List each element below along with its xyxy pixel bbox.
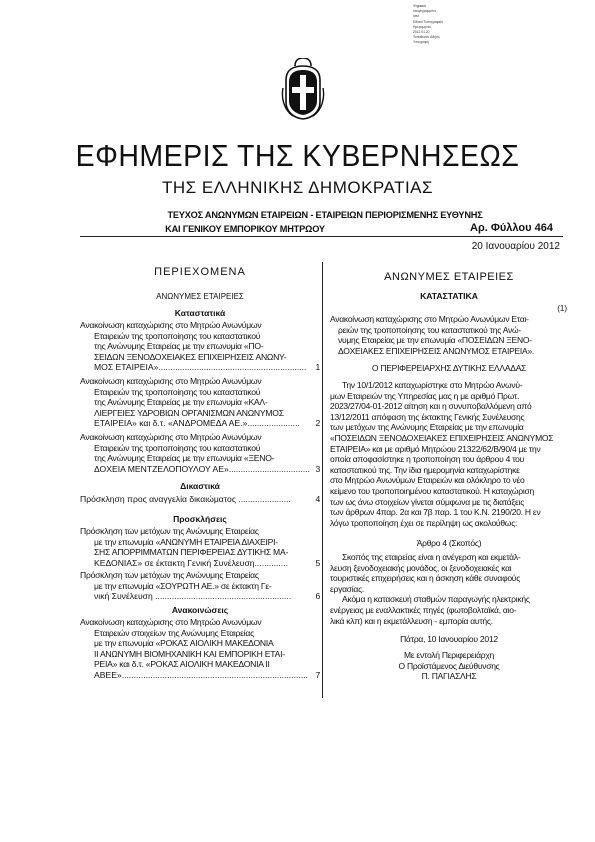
- body-line: καταστατικού της. Την ίδια ημερομηνία καταχωρίστηκε: [330, 464, 520, 475]
- stamp-line: από: [413, 14, 420, 19]
- signatory-name: Π. ΠΑΓΙΑΣΛΗΣ: [421, 671, 477, 682]
- toc-entry[interactable]: [80, 526, 320, 568]
- toc-entry-line: Ανακοίνωση καταχώρισης στο Μητρώο Ανωνύμων: [80, 617, 262, 627]
- greek-coat-of-arms-icon: [281, 58, 325, 120]
- issue-series-line-2: ΚΑΙ ΓΕΝΙΚΟΥ ΕΜΠΟΡΙΚΟΥ ΜΗΤΡΩΟΥ: [165, 224, 325, 234]
- issuing-authority: Ο ΠΕΡΙΦΕΡΕΙΑΡΧΗΣ ΔΥΤΙΚΗΣ ΕΛΛΑΔΑΣ: [371, 363, 527, 373]
- toc-entry[interactable]: [80, 432, 320, 474]
- toc-entry-line: ΡΕΙΑ» και δ.τ. «ΡΟΚΑΣ ΑΙΟΛΙΚΗ ΜΑΚΕΔΟΝΙΑ ΙΙ: [94, 659, 270, 670]
- article-line: Σκοπός της εταιρείας είναι η ανέγερση και εκμετάλ-: [342, 552, 521, 562]
- body-line: Την 10/1/2012 καταχωρίστηκε στο Μητρώο Ανωνύ-: [342, 380, 523, 390]
- toc-group-heading: Ανακοινώσεις: [171, 605, 229, 615]
- toc-page-number: 3: [315, 463, 320, 474]
- gazette-subtitle: ΤΗΣ ΕΛΛΗΝΙΚΗΣ ΔΗΜΟΚΡΑΤΙΑΣ: [161, 178, 434, 197]
- toc-entry-line: ΙΙ ΑΝΩΝΥΜΗ ΒΙΟΜΗΧΑΝΙΚΗ ΚΑΙ ΕΜΠΟΡΙΚΗ ΕΤΑΙ-: [94, 648, 285, 659]
- header-rule: [80, 236, 563, 237]
- body-line: στο Μητρώο Ανωνύμων Εταιρειών και ολόκληρο το νέο: [330, 475, 525, 486]
- stamp-line: Ημερομηνία:: [413, 24, 432, 29]
- toc-entry-line: της Ανώνυμης Εταιρείας με την επωνυμία «ΚΑΛ-: [94, 397, 268, 408]
- toc-entry[interactable]: [80, 494, 320, 505]
- toc-entry[interactable]: [80, 320, 320, 373]
- article-line: ενέργειας με εναλλακτικές πηγές (φωτοβολταϊκά, αιο-: [330, 604, 517, 615]
- column-divider: [322, 262, 323, 698]
- toc-entry-line: ΣΗΣ ΑΠΟΡΡΙΜΜΑΤΩΝ ΠΕΡΙΦΕΡΕΙΑΣ ΔΥΤΙΚΗΣ ΜΑ-: [94, 547, 289, 558]
- body-line: των άρθρων 4παρ. 2α και 7β παρ. 1 του Κ.Ν. 2190/20. Η εν: [330, 507, 541, 518]
- body-line: 13/12/2011 απόφαση της έκτακτης Γενικής Συνέλευσης: [330, 411, 525, 422]
- toc-page-number: 6: [315, 591, 320, 602]
- announcement-intro: [330, 314, 568, 356]
- toc-group-heading: Προσκλήσεις: [173, 514, 227, 524]
- article-section-heading: ΑΝΩΝΥΜΕΣ ΕΤΑΙΡΕΙΕΣ: [384, 271, 514, 283]
- toc-entry-line: Εταιρειών της τροποποίησης του καταστατικού: [94, 330, 261, 341]
- toc-entry-line: Πρόσκληση των μετόχων της Ανώνυμης Εταιρείας: [80, 570, 259, 580]
- toc-section-heading: ΑΝΩΝΥΜΕΣ ΕΤΑΙΡΕΙΕΣ: [156, 292, 244, 301]
- toc-group-heading: Καταστατικά: [174, 308, 226, 318]
- toc-entry[interactable]: [80, 376, 320, 429]
- sheet-number: [470, 222, 553, 234]
- toc-entry-line: Πρόσκληση προς αναγγελία δικαιώματος ......................: [80, 494, 291, 504]
- toc-entry[interactable]: [80, 570, 320, 602]
- toc-entry-line: ΣΕΙΔΩΝ ΞΕΝΟΔΟΧΕΙΑΚΕΣ ΕΠΙΧΕΙΡΗΣΕΙΣ ΑΝΩΝΥ-: [94, 351, 287, 362]
- article-line: Ακόμα η κατασκευή σταθμών παραγωγής ηλεκτρικής: [342, 594, 530, 605]
- body-line: κείμενο του τροποποιημένου καταστατικού. Η καταχώριση: [330, 485, 534, 496]
- toc-page-number: 4: [315, 494, 320, 504]
- toc-entry-line: ΚΕΔΟΝΙΑΣ» σε έκτακτη Γενική Συνέλευση..............: [94, 557, 288, 568]
- body-line: οποία αποφασίστηκε η τροποποίηση του άρθρου 4 του: [330, 454, 525, 465]
- gazette-title: ΕΦΗΜΕΡΙΣ ΤΗΣ ΚΥΒΕΡΝΗΣΕΩΣ: [75, 138, 520, 173]
- stamp-line: 2012.01.20: [413, 30, 430, 35]
- toc-entry-line: ΛΙΕΡΓΕΙΕΣ ΥΔΡΟΒΙΩΝ ΟΡΓΑΝΙΣΜΩΝ ΑΝΩΝΥΜΟΣ: [94, 407, 284, 418]
- stamp-line: Ψηφιακά: [413, 4, 426, 8]
- article-line: λικά κλπ) και η εκμετάλλευση - εμπορία αυτής.: [330, 615, 493, 626]
- toc-entry-line: Ανακοίνωση καταχώρισης στο Μητρώο Ανωνύμων: [80, 320, 262, 330]
- article-subsection-heading: ΚΑΤΑΣΤΑΤΙΚΑ: [420, 291, 478, 301]
- article-heading: Άρθρο 4 (Σκοπός): [416, 538, 482, 548]
- stamp-line: Υπογραφή: [413, 40, 429, 45]
- toc-title: ΠΕΡΙΕΧΟΜΕΝΑ: [154, 266, 246, 278]
- intro-line: Ανακοίνωση καταχώρισης στο Μητρώο Ανωνύμων Εται-: [330, 314, 529, 324]
- toc-entry-line: Πρόσκληση των μετόχων της Ανώνυμης Εταιρείας: [80, 526, 259, 536]
- toc-entry-line: ΑΒΕΕ»..............................................................................: [94, 669, 308, 680]
- sheet-label: Αρ. Φύλλου: [470, 222, 532, 234]
- body-line: «ΠΟΣΕΙΔΩΝ ΞΕΝΟΔΟΧΕΙΑΚΕΣ ΕΠΙΧΕΙΡΗΣΕΙΣ ΑΝΩΝΥΜΟΣ: [330, 432, 554, 443]
- article-line: λευση ξενοδοχειακής μονάδος, οι ξενοδοχειακές και: [330, 562, 512, 573]
- toc-entry-line: της Ανώνυμης Εταιρείας με την επωνυμία «ΞΕΝΟ-: [94, 453, 275, 464]
- signature-line: Ο Προϊστάμενος Διεύθυνσης: [398, 660, 500, 671]
- toc-page-number: 1: [315, 362, 320, 373]
- stamp-line: υπογεγραμμένο: [413, 9, 437, 14]
- toc-entry-line: Ανακοίνωση καταχώρισης στο Μητρώο Ανωνύμων: [80, 376, 262, 386]
- signature-line: Με εντολή Περιφερειάρχη: [403, 650, 495, 660]
- toc-entry[interactable]: [80, 617, 320, 681]
- article-line: τουριστικές επιχειρήσεις και η άσκηση κάθε συναφούς: [330, 573, 521, 584]
- toc-page-number: 5: [315, 557, 320, 568]
- toc-entry-line: ΕΤΑΙΡΕΙΑ» και δ.τ. «ΑΝΔΡΟΜΕΔΑ ΑΕ.»......................: [94, 418, 300, 429]
- sheet-value: 464: [534, 222, 553, 234]
- article-line: εργασίας.: [330, 583, 365, 594]
- issue-date: 20 Ιανουαρίου 2012: [471, 241, 560, 252]
- article-body: [330, 552, 568, 626]
- toc-entry-line: με την επωνυμία «ΣΟΥΡΩΤΗ ΑΕ.» σε έκτακτη Γε-: [94, 580, 272, 591]
- intro-line: νυμης Εταιρείας με την επωνυμία «ΠΟΣΕΙΔΩΝ ΞΕΝΟ-: [338, 335, 532, 346]
- intro-line: ΔΟΧΕΙΑΚΕΣ ΕΠΙΧΕΙΡΗΣΕΙΣ ΑΝΩΝΥΜΟΣ ΕΤΑΙΡΕΙΑ».: [338, 345, 535, 356]
- body-line: λόγω τροποποίηση έχει σε περίληψη ως ακολούθως:: [330, 517, 518, 528]
- announcement-number: (1): [557, 304, 567, 313]
- place-date: Πάτρα, 10 Ιανουαρίου 2012: [400, 634, 498, 644]
- stamp-line: Τοποθεσία: Αθήνα: [413, 35, 440, 40]
- toc-entry-line: Ανακοίνωση καταχώρισης στο Μητρώο Ανωνύμων: [80, 432, 262, 442]
- body-line: των ως άνω στοιχείων γίνεται σύμφωνα με τις διατάξεις: [330, 496, 525, 507]
- toc-page-number: 7: [315, 669, 320, 680]
- digital-signature-stamp: [413, 4, 479, 46]
- toc-entry-line: νική Συνέλευση .........................................................: [94, 591, 292, 602]
- toc-entry-line: της Ανώνυμης Εταιρείας με την επωνυμία «ΠΟ-: [94, 341, 264, 352]
- issue-series-line-1: ΤΕΥΧΟΣ ΑΝΩΝΥΜΩΝ ΕΤΑΙΡΕΙΩΝ - ΕΤΑΙΡΕΙΩΝ ΠΕΡΙΟΡΙΣΜΕΝΗΣ ΕΥΘΥΝΗΣ: [167, 210, 483, 220]
- signature-block: [330, 650, 568, 682]
- toc-entry-line: ΜΟΣ ΕΤΑΙΡΕΙΑ»..............................................................: [94, 362, 307, 373]
- toc-group-heading: Δικαστικά: [180, 481, 220, 491]
- stamp-line: Εθνικό Τυπογραφείο: [413, 19, 443, 24]
- toc-entry-line: Εταιρειών της τροποποίησης του καταστατικού: [94, 386, 261, 397]
- toc-entry-line: Εταιρειών της τροποποίησης του καταστατικού: [94, 442, 261, 453]
- toc-entry-line: Εταιρειών στοιχείων της Ανώνυμης Εταιρείας: [94, 627, 255, 638]
- announcement-body: [330, 380, 568, 528]
- body-line: ΕΤΑΙΡΕΙΑ» και με αριθμό Μητρώου 21322/62/Β/90/4 με την: [330, 443, 541, 454]
- body-line: των μετόχων της Ανώνυμης Εταιρείας με την επωνυμία: [330, 422, 524, 433]
- toc-entry-line: με την επωνυμία «ΑΝΩΝΥΜΗ ΕΤΑΙΡΕΙΑ ΔΙΑΧΕΙΡΙ-: [94, 536, 278, 547]
- toc-entry-line: ΔΟΧΕΙΑ ΜΕΝΤΖΕΛΟΠΟΥΛΟΥ ΑΕ»..................................: [94, 463, 310, 474]
- body-line: μων Εταιρειών της Υπηρεσίας μας η με αριθμό Πρωτ.: [330, 390, 520, 401]
- toc-entry-line: με την επωνυμία «ΡΟΚΑΣ ΑΙΟΛΙΚΗ ΜΑΚΕΔΟΝΙΑ: [94, 638, 274, 649]
- intro-line: ρειών της τροποποίησης του καταστατικού της Ανώ-: [338, 324, 521, 335]
- toc-page-number: 2: [315, 418, 320, 429]
- body-line: 2023/27/04-01-2012 αίτηση και η συνυποβαλλόμενη από: [330, 401, 532, 412]
